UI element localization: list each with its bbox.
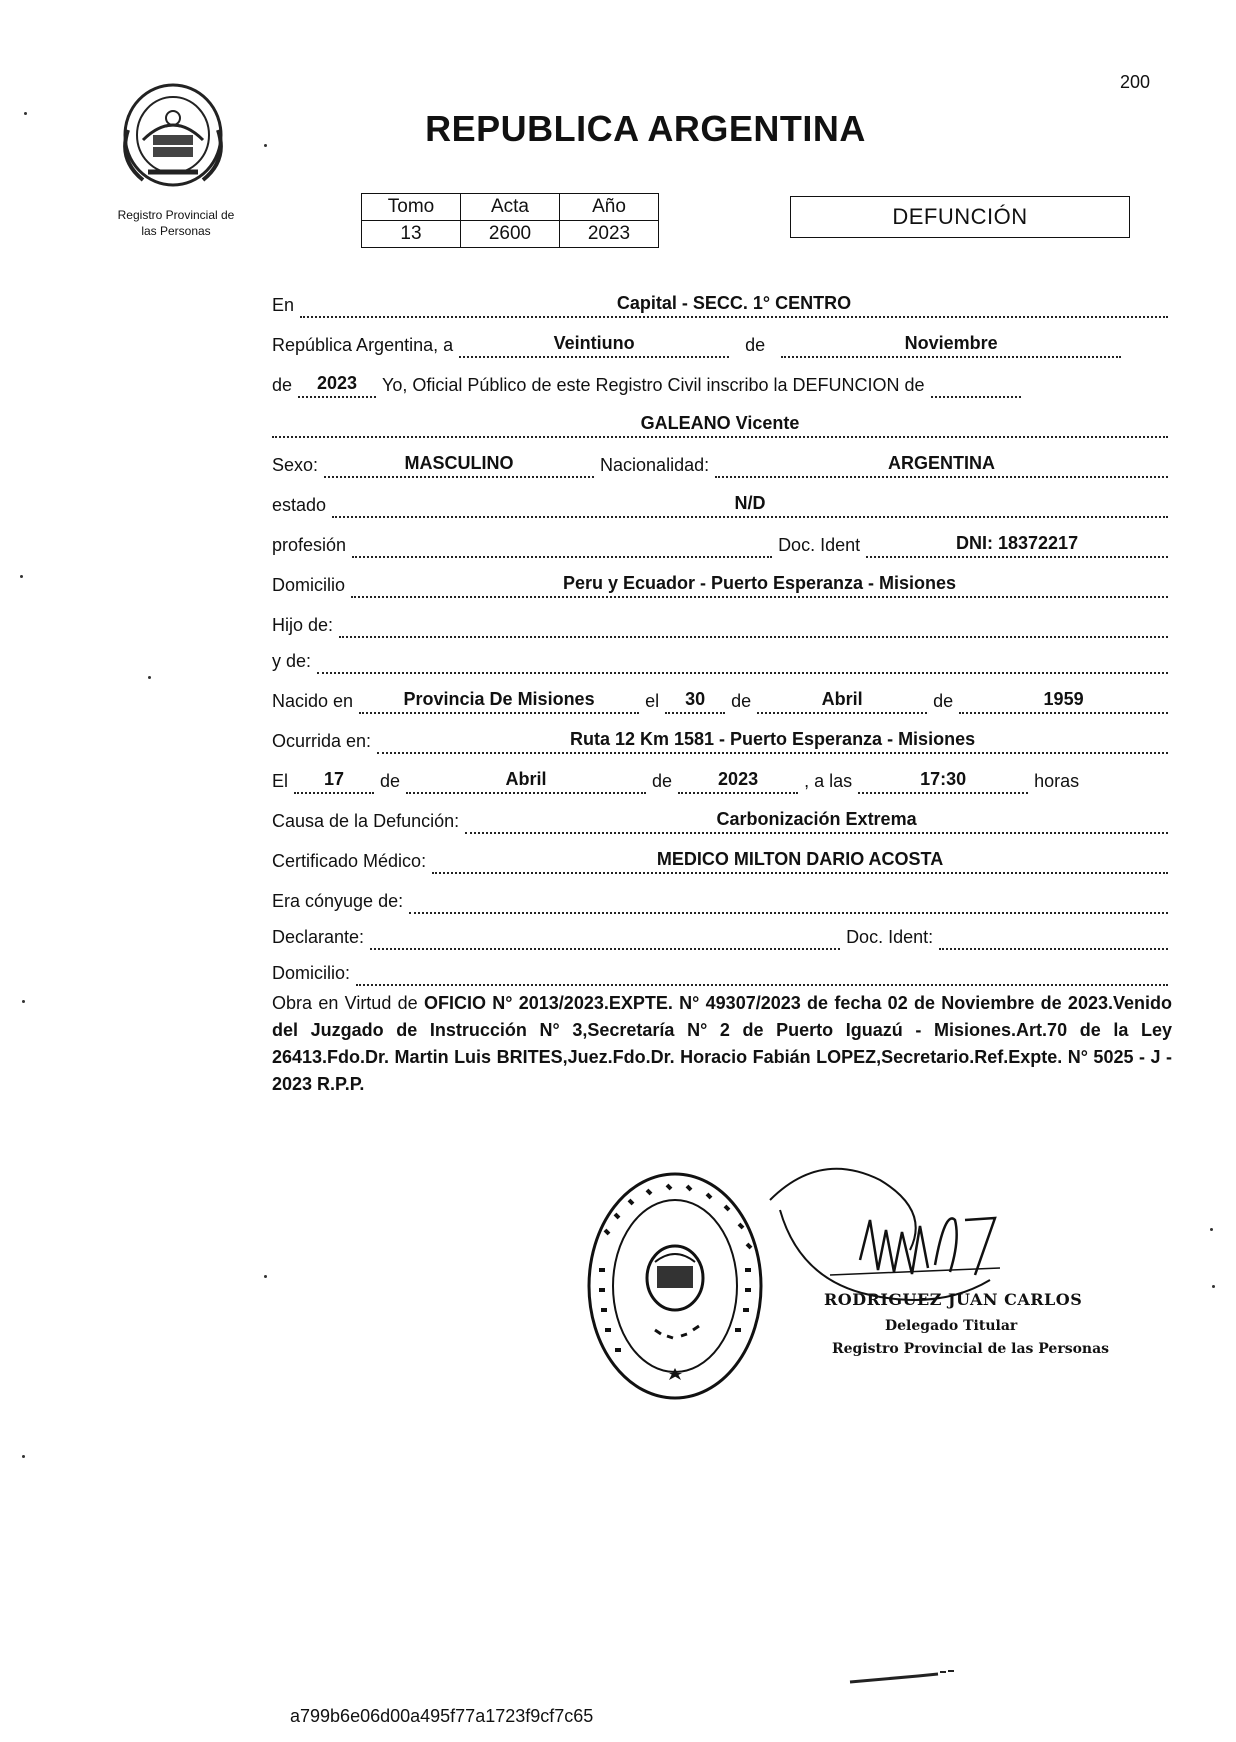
- signer-name: RODRIGUEZ JUAN CARLOS: [824, 1290, 1083, 1309]
- row-domicilio-2: [272, 960, 1174, 986]
- legal-note-text: OFICIO N° 2013/2023.EXPTE. N° 49307/2023 de fecha 02 de Noviembre de 2023.Venido del Juzgado de Instrucción N° 3,Secretaría N° 2 de Puerto Iguazú - Misiones.Art.70 de la Ley 26413.Fdo.Dr. Martin Luis BRITES,Juez.Fdo.Dr. Horacio Fabián LOPEZ,Secretario.Ref.Expte. N° 5025 - J - 2023 R.P.P.: [272, 993, 1172, 1094]
- field-sexo: MASCULINO: [324, 452, 594, 478]
- row-causa: [272, 808, 1174, 834]
- row-en: [272, 292, 1174, 318]
- label-de-year: de: [272, 375, 293, 395]
- document-title: REPUBLICA ARGENTINA: [425, 108, 866, 149]
- field-year: 2023: [298, 372, 376, 398]
- field-ocurrida-en: Ruta 12 Km 1581 - Puerto Esperanza - Misiones: [377, 728, 1168, 754]
- label-de-fecha-1: de: [380, 771, 401, 791]
- ref-value-anio: 2023: [560, 221, 659, 248]
- row-y-de: [272, 648, 1174, 674]
- field-death-month: Abril: [406, 768, 646, 794]
- row-domicilio: [272, 572, 1174, 598]
- field-birthplace: Provincia De Misiones: [359, 688, 639, 714]
- scan-speck: [148, 676, 151, 679]
- label-de-1: de: [731, 691, 752, 711]
- registry-caption-line1: Registro Provincial de: [117, 208, 235, 222]
- label-de: de: [745, 335, 766, 355]
- label-nacionalidad: Nacionalidad:: [600, 455, 710, 475]
- label-declarante-doc: Doc. Ident:: [846, 927, 934, 947]
- inscription-text: Yo, Oficial Público de este Registro Civil inscribo la DEFUNCION de: [382, 375, 925, 395]
- label-el-fecha: El: [272, 771, 289, 791]
- field-en: Capital - SECC. 1° CENTRO: [300, 292, 1168, 318]
- scan-speck: [264, 1275, 267, 1278]
- label-doc-ident: Doc. Ident: [778, 535, 861, 555]
- scan-mark-icon: [848, 1668, 958, 1688]
- signer-role: Delegado Titular: [885, 1318, 1018, 1334]
- record-type-box: DEFUNCIÓN: [790, 196, 1130, 238]
- label-horas: horas: [1034, 771, 1080, 791]
- field-birth-day: 30: [665, 688, 725, 714]
- field-conyuge: [409, 888, 1168, 914]
- row-conyuge: [272, 888, 1174, 914]
- label-causa: Causa de la Defunción:: [272, 811, 460, 831]
- scan-speck: [24, 112, 27, 115]
- label-el: el: [645, 691, 660, 711]
- field-estado: N/D: [332, 492, 1168, 518]
- row-nacido: [272, 688, 1174, 714]
- label-a-las: , a las: [804, 771, 853, 791]
- field-hijo-de: [339, 612, 1168, 638]
- field-death-time: 17:30: [858, 768, 1028, 794]
- field-month: Noviembre: [781, 332, 1121, 358]
- row-year: [272, 372, 1174, 398]
- label-domicilio-2: Domicilio:: [272, 963, 351, 983]
- oval-stamp-icon: [585, 1170, 765, 1402]
- ref-header-acta: Acta: [461, 194, 560, 221]
- row-date: [272, 332, 1174, 358]
- handwritten-signature-icon: [760, 1160, 1083, 1310]
- field-domicilio: Peru y Ecuador - Puerto Esperanza - Misiones: [351, 572, 1168, 598]
- field-declarante: [370, 924, 840, 950]
- label-sexo: Sexo:: [272, 455, 319, 475]
- label-nacido-en: Nacido en: [272, 691, 354, 711]
- row-ocurrida: [272, 728, 1174, 754]
- label-profesion: profesión: [272, 535, 347, 555]
- label-de-fecha-2: de: [652, 771, 673, 791]
- field-deceased-name: GALEANO Vicente: [272, 412, 1168, 438]
- row-hijo-de: [272, 612, 1174, 638]
- field-death-year: 2023: [678, 768, 798, 794]
- field-birth-year: 1959: [959, 688, 1168, 714]
- field-declarante-doc: [939, 924, 1168, 950]
- scan-speck: [1212, 1285, 1215, 1288]
- scan-speck: [22, 1000, 25, 1003]
- label-declarante: Declarante:: [272, 927, 365, 947]
- label-y-de: y de:: [272, 651, 312, 671]
- field-certificado: MEDICO MILTON DARIO ACOSTA: [432, 848, 1168, 874]
- document-hash: a799b6e06d00a495f77a1723f9cf7c65: [290, 1706, 594, 1726]
- label-certificado: Certificado Médico:: [272, 851, 427, 871]
- label-domicilio: Domicilio: [272, 575, 346, 595]
- field-domicilio-2: [356, 960, 1168, 986]
- field-doc-ident: DNI: 18372217: [866, 532, 1168, 558]
- label-estado: estado: [272, 495, 327, 515]
- page-number: 200: [1120, 72, 1151, 92]
- label-de-2: de: [933, 691, 954, 711]
- field-death-day: 17: [294, 768, 374, 794]
- row-estado: [272, 492, 1174, 518]
- field-year-trailing: [931, 372, 1021, 398]
- field-y-de: [317, 648, 1168, 674]
- scan-speck: [20, 575, 23, 578]
- registry-caption: [96, 207, 256, 239]
- row-name: [272, 412, 1174, 438]
- field-profesion: [352, 532, 772, 558]
- row-sexo: [272, 452, 1174, 478]
- label-ocurrida-en: Ocurrida en:: [272, 731, 372, 751]
- reference-table: [361, 193, 659, 248]
- field-nacionalidad: ARGENTINA: [715, 452, 1168, 478]
- field-causa: Carbonización Extrema: [465, 808, 1168, 834]
- scan-speck: [264, 144, 267, 147]
- field-birth-month: Abril: [757, 688, 927, 714]
- scan-speck: [22, 1455, 25, 1458]
- row-profesion: [272, 532, 1174, 558]
- row-declarante: [272, 924, 1174, 950]
- row-fecha-defuncion: [272, 768, 1174, 794]
- label-hijo-de: Hijo de:: [272, 615, 334, 635]
- scan-speck: [1210, 1228, 1213, 1231]
- row-certificado: [272, 848, 1174, 874]
- ref-header-anio: Año: [560, 194, 659, 221]
- signer-office: Registro Provincial de las Personas: [832, 1341, 1110, 1357]
- legal-note-prefix: Obra en Virtud de: [272, 993, 418, 1013]
- label-en: En: [272, 295, 295, 315]
- ref-header-tomo: Tomo: [362, 194, 461, 221]
- ref-value-tomo: 13: [362, 221, 461, 248]
- label-conyuge: Era cónyuge de:: [272, 891, 404, 911]
- field-day: Veintiuno: [459, 332, 729, 358]
- ref-value-acta: 2600: [461, 221, 560, 248]
- legal-note: [272, 990, 1172, 1098]
- label-date: República Argentina, a: [272, 335, 454, 355]
- registry-caption-line2: las Personas: [141, 224, 211, 238]
